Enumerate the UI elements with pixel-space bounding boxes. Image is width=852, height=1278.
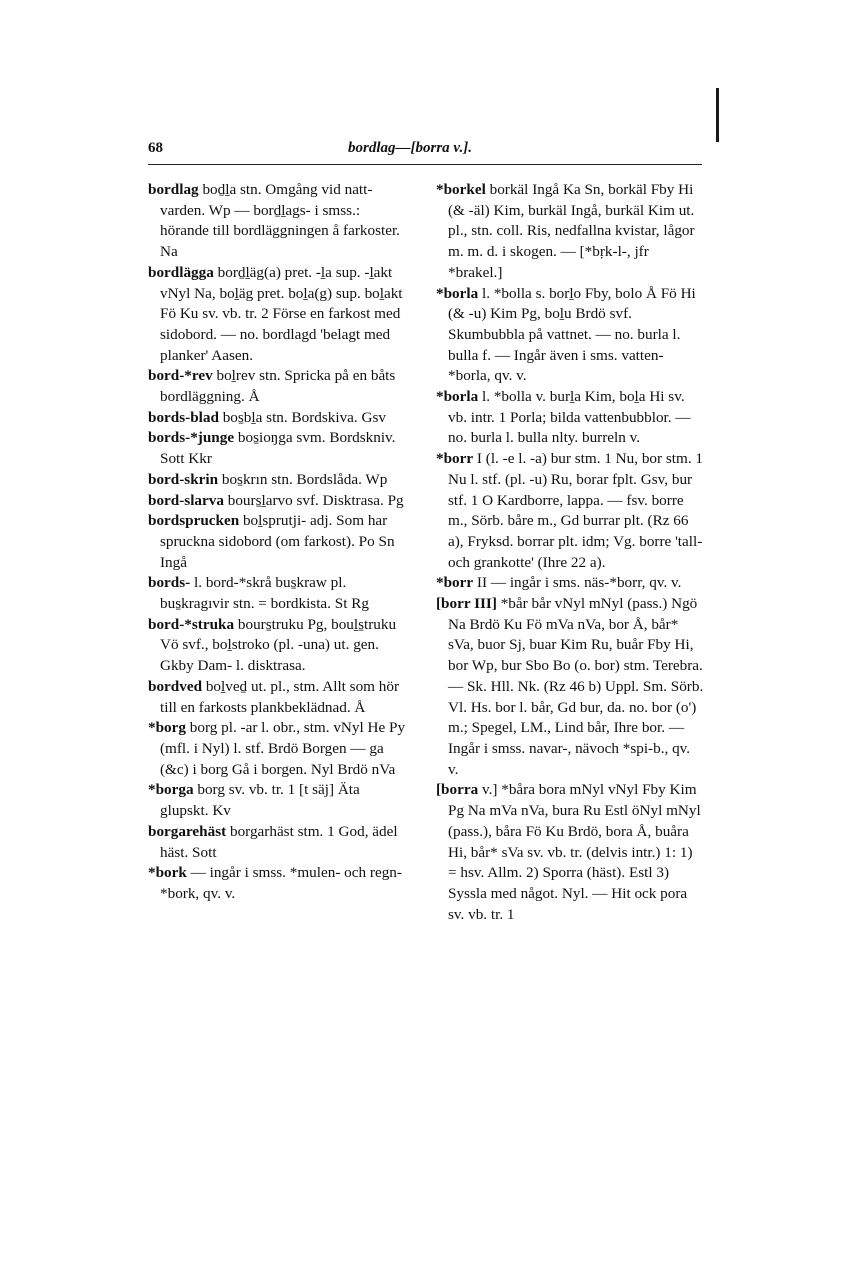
entry-text: *bår bår vNyl mNyl (pass.) Ngö Na Brdö Ku Fö mVa nVa, bor Å, bår* sVa, buor Sj, buar Kim Ru, buår Fby Hi, bor Wp, bur Sbo Bo (o. bor) stm. Terebra. — Sk. Hll. Nk. (Rz 46 b) Uppl. Sm. Sörb. Vl. Hs. bor l. bår, Gd bur, da. no. bor (o') m.; Spegel, LM., Lind bår, Ihre bor. — Ingår i smss. navar-, nävoch *spi-b., qv. v. xyxy=(448,595,704,778)
entry-text: l. *bolla v. burḻa Kim, boḻa Hi sv. vb. intr. 1 Porla; bilda vattenbubblor. — no. burla l. bulla nlty. burreln v. xyxy=(448,388,691,447)
entry-text: boḻrev stn. Spricka på en båts bordläggning. Å xyxy=(160,367,396,406)
dictionary-entry xyxy=(436,284,704,388)
entry-text: bos̱krın stn. Bordslåda. Wp xyxy=(218,470,388,488)
entry-headword: bordsprucken xyxy=(148,512,240,530)
dictionary-entry xyxy=(436,449,704,573)
entry-text: borg pl. -ar l. obr., stm. vNyl He Py (mfl. i Nyl) l. stf. Brdö Borgen — ga (&c) i borg Gå i borgen. Nyl Brdö nVa xyxy=(160,719,406,778)
dictionary-entry xyxy=(148,180,406,263)
entry-headword: *borga xyxy=(148,781,194,799)
entry-text: l. *bolla s. borḻo Fby, bolo Å Fö Hi (& -u) Kim Pg, boḻu Brdö svf. Skumbubbla på vattnet. — no. burla l. bulla f. — Ingår även i sms. vatten-*borla, qv. v. xyxy=(448,284,696,385)
entry-text: II — ingår i sms. näs-*borr, qv. v. xyxy=(473,574,682,592)
margin-rule xyxy=(716,88,719,142)
entry-headword: *borr xyxy=(436,574,474,592)
dictionary-entry xyxy=(148,511,406,573)
entry-text: bos̱ioŋga svm. Bordskniv. Sott Kkr xyxy=(160,429,396,468)
entry-headword: [borra xyxy=(436,781,479,799)
dictionary-entry xyxy=(148,863,406,904)
entry-text: boḻveḏ ut. pl., stm. Allt som hör till en farkosts plankbeklädnad. Å xyxy=(160,677,400,716)
entry-headword: *bork xyxy=(148,864,187,882)
dictionary-entry xyxy=(148,428,406,469)
dictionary-entry xyxy=(148,677,406,718)
page-header xyxy=(148,140,704,164)
entry-headword: bordlag xyxy=(148,181,199,198)
dictionary-entry xyxy=(148,263,406,367)
entry-text: boḻsprutji- adj. Som har spruckna sidobord (om farkost). Po Sn Ingå xyxy=(160,512,395,571)
left-column xyxy=(148,180,406,905)
entry-text: borg sv. vb. tr. 1 [t säj] Äta glupskt. Kv xyxy=(160,781,360,820)
dictionary-entry xyxy=(148,718,406,780)
entry-headword: bords-blad xyxy=(148,408,219,426)
dictionary-entry xyxy=(148,573,406,614)
dictionary-entry xyxy=(436,594,704,780)
entry-headword: bords- xyxy=(148,574,191,592)
entry-headword: bord-skrin xyxy=(148,470,219,488)
entry-headword: bordved xyxy=(148,677,203,695)
entry-text: bours̱ḻarvo svf. Disktrasa. Pg xyxy=(223,491,404,509)
entry-text: I (l. -e l. -a) bur stm. 1 Nu, bor stm. 1 Nu l. stf. (pl. -u) Ru, borar fplt. Gsv, bur stf. 1 O Kardborre, lappa. — fsv. borre m., Sörb. båre m., Gd burrar plt. (Rz 66 a), Fryksd. borrar plt. idm; Vg. borre 'tall- och grankotte' (Ihre 22 a). xyxy=(448,450,704,571)
entry-headword: bord-*struka xyxy=(148,615,235,633)
dictionary-entry xyxy=(436,387,704,449)
running-title: bordlag—[borra v.]. xyxy=(348,140,473,156)
entry-headword: bords-*junge xyxy=(148,429,235,447)
dictionary-entry xyxy=(148,822,406,863)
dictionary-entry xyxy=(148,470,406,491)
header-rule xyxy=(148,164,702,165)
entry-text: bos̱bḻa stn. Bordskiva. Gsv xyxy=(218,408,386,426)
dictionary-entry xyxy=(148,491,406,512)
dictionary-entry xyxy=(436,180,704,284)
dictionary-entry xyxy=(436,573,704,594)
entry-headword: *borg xyxy=(148,719,186,737)
entry-text: l. bord-*skrå bus̱kraw pl. bus̱kragıvir stn. = bordkista. St Rg xyxy=(160,574,369,613)
entry-headword: borgarehäst xyxy=(148,822,227,840)
entry-headword: [borr III] xyxy=(436,595,497,613)
entry-text: borḏḻäg(a) pret. -ḻa sup. -ḻakt vNyl Na, boḻäg pret. boḻa(g) sup. boḻakt Fö Ku sv. vb. tr. 2 Förse en farkost med sidobord. — no. bordlagd 'belagt med planker' Aasen. xyxy=(160,263,403,364)
entry-text: borkäl Ingå Ka Sn, borkäl Fby Hi (& -äl) Kim, burkäl Ingå, burkäl Kim ut. pl., stn. coll. Ris, nedfallna kvistar, lågor m. m. d. i skogen. — [*bṛk-l-, jfr *brakel.] xyxy=(448,181,695,281)
entry-headword: *borkel xyxy=(436,181,486,198)
entry-headword: bordlägga xyxy=(148,263,214,281)
page-number: 68 xyxy=(148,140,163,156)
entry-text: — ingår i smss. *mulen- och regn-*bork, qv. v. xyxy=(160,864,402,902)
entry-text: borgarhäst stm. 1 God, ädel häst. Sott xyxy=(160,822,398,861)
entry-headword: *borla xyxy=(436,388,479,406)
right-column xyxy=(436,180,704,925)
entry-text: boḏḻa stn. Omgång vid nattvarden. Wp — borḏḻags- i smss.: hörande till bordläggningen å farkoster. Na xyxy=(160,181,400,261)
entry-headword: bord-slarva xyxy=(148,491,224,509)
entry-headword: bord-*rev xyxy=(148,367,213,385)
entry-text: bours̱truku Pg, bouḻs̱truku Vö svf., boḻstroko (pl. -una) ut. gen. Gkby Dam- l. disktrasa. xyxy=(160,615,397,675)
dictionary-entry xyxy=(436,780,704,925)
dictionary-entry xyxy=(148,366,406,407)
entry-headword: *borr xyxy=(436,450,474,468)
dictionary-entry xyxy=(148,780,406,821)
dictionary-entry xyxy=(148,615,406,677)
entry-text: v.] *båra bora mNyl vNyl Fby Kim Pg Na mVa nVa, bura Ru Estl öNyl mNyl (pass.), båra Fö Ku Brdö, bora Å, buåra Hi, bår* sVa sv. vb. tr. (delvis intr.) 1: 1) = hsv. Allm. 2) Sporra (häst). Estl 3) Syssla med något. Nyl. — Hit ock pora sv. vb. tr. 1 xyxy=(448,781,701,923)
dictionary-entry xyxy=(148,408,406,429)
entry-headword: *borla xyxy=(436,284,479,302)
